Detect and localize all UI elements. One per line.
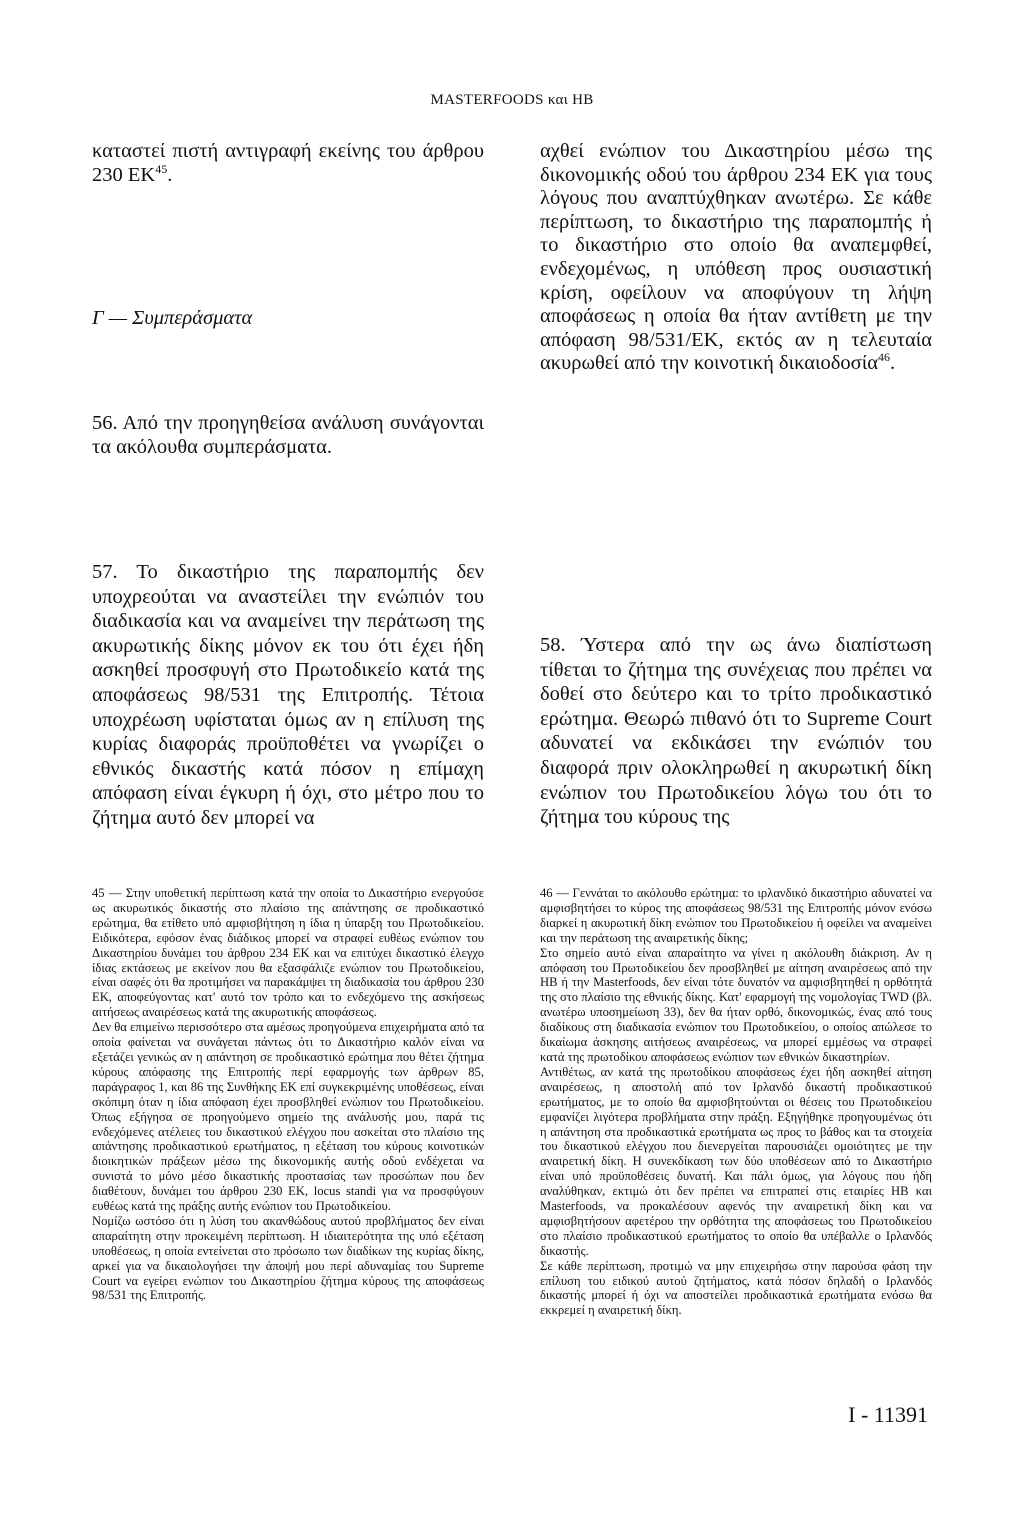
footnote-ref-45: 45 (155, 161, 168, 176)
footnote-46-para-3: Αντιθέτως, αν κατά της πρωτοδίκου αποφάσεως έχει ήδη ασκηθεί αίτηση αναιρέσεως, η αποστολή από τον Ιρλανδό δικαστή προδικαστικού ερωτήματος, με το οποίο θα αμφισβητούνται οι θέσεις του Πρωτοδικείου εμφανίζει λιγότερα προβλήματα στην πράξη. Εξηγήθηκε προηγουμένως ότι η απάντηση στα προδικαστικά ερωτήματα ως προς το βάθος και τα στοιχεία του δικαστικού ελέγχου που διενεργείται παρουσιάζει ομοιότητες με την αναιρετική δίκη. Η συνεκδίκαση των δύο υποθέσεων από το Δικαστήριο είναι υπό προϋποθέσεις δυνατή. Και πάλι όμως, για λόγους που ήδη αναλύθηκαν, εκτιμώ ότι δεν πρέπει να επιτραπεί στις εταιρίες HB και Masterfoods, να προκαλέσουν αφενός την αναιρετική δίκη και να αμφισβητήσουν αφετέρου την ορθότητα της αποφάσεως του Πρωτοδικείου στο πλαίσιο προδικαστικού ερωτήματος το οποίο θα υπέβαλλε ο Ιρλανδός δικαστής. (540, 1064, 932, 1258)
footnote-45 (92, 886, 484, 1303)
footnote-46-para-4: Σε κάθε περίπτωση, προτιμώ να μην επιχειρήσω στην παρούσα φάση την επίλυση του ειδικού αυτού ζητήματος, κατά πόσον δηλαδή ο Ιρλανδός δικαστής μπορεί ή όχι να αποστείλει προδικαστικά ερωτήματα ενόσω θα εκκρεμεί η αναιρετική δίκη. (540, 1258, 932, 1318)
footnote-46 (540, 886, 932, 1318)
paragraph-continuation-left (92, 140, 484, 187)
paragraph-56: 56. Από την προηγηθείσα ανάλυση συνάγονται τα ακόλουθα συμπεράσματα. (92, 412, 484, 458)
running-header: MASTERFOODS και HB (430, 92, 594, 108)
section-title: Γ — Συμπεράσματα (92, 307, 253, 329)
footnote-45-para-3: Νομίζω ωστόσο ότι η λύση του ακανθώδους αυτού προβλήματος δεν είναι απαραίτητη στην προκειμένη περίπτωση. Η ιδιαιτερότητα της υπό εξέταση υποθέσεως, η οποία εντείνεται στο πρόσωπο των διαδίκων της κυρίας δίκης, αρκεί για να δικαιολογήσει την άποψή μου περί αδυναμίας του Supreme Court να εγείρει ενώπιον του Δικαστηρίου ζήτημα κύρους της αποφάσεως 98/531 της Επιτροπής. (92, 1213, 484, 1303)
footnote-45-para-2: Δεν θα επιμείνω περισσότερο στα αμέσως προηγούμενα επιχειρήματα από τα οποία φαίνεται να συνάγεται πάντως ότι το Δικαστήριο καλόν είναι να εξετάζει γενικώς αν η απάντηση σε προδικαστικό ερώτημα που θέτει ζήτημα κύρους απόφασης της Επιτροπής περί εφαρμογής των άρθρων 85, παράγραφος 1, και 86 της Συνθήκης ΕΚ επί συγκεκριμένης υποθέσεως, είναι σκόπιμη όταν η ίδια απόφαση έχει προσβληθεί ενώπιον του Πρωτοδικείου. Όπως εξήγησα σε προηγούμενο σημείο της ανάλυσής μου, παρά τις ενδεχόμενες ατέλειες του δικαστικού ελέγχου που ασκείται στο πλαίσιο της απάντησης προδικαστικού ερωτήματος, η εξέταση του κύρους κοινοτικών διοικητικών πράξεων μέσω της δικονομικής αυτής οδού ενδέχεται να συνιστά το μόνο μέσο δικαστικής προστασίας των προσώπων που δεν διαθέτουν, δυνάμει του άρθρου 230 ΕΚ, locus standi για να προσφύγουν ευθέως κατά της πράξης αυτής ενώπιον του Πρωτοδικείου. (92, 1020, 484, 1214)
footnote-ref-46: 46 (877, 350, 890, 365)
paragraph-continuation-right (540, 140, 932, 376)
paragraph-text: αχθεί ενώπιον του Δικαστηρίου μέσω της δικονομικής οδού του άρθρου 234 ΕΚ για τους λόγους που αναπτύχθηκαν ανωτέρω. Σε κάθε περίπτωση, το δικαστήριο της παραπομπής ή το δικαστήριο στο οποίο θα αναπεμφθεί, ενδεχομένως, η υπόθεση προς ουσιαστική κρίση, οφείλουν να αποφύγουν τη λήψη αποφάσεως η οποία θα ήταν αντίθετη με την απόφαση 98/531/ΕΚ, εκτός αν η τελευταία ακυρωθεί από την κοινοτική δικαιοδοσία (540, 140, 932, 375)
footnote-46-para-1: 46 — Γεννάται το ακόλουθο ερώτημα: το ιρλανδικό δικαστήριο αδυνατεί να αμφισβητήσει το κύρος της αποφάσεως 98/531 της Επιτροπής μόνον ενόσω διαρκεί η ακυρωτική δίκη ενώπιον του Πρωτοδικείου ή οφείλει να αναμείνει και την περάτωση της αναιρετικής δίκης; (540, 886, 932, 945)
footnote-46-para-2: Στο σημείο αυτό είναι απαραίτητο να γίνει η ακόλουθη διάκριση. Αν η απόφαση του Πρωτοδικείου δεν προσβληθεί με αίτηση αναιρέσεως από την HB ή την Masterfoods, δεν είναι τότε δυνατόν να αμφισβητηθεί η ορθότητά της στο πλαίσιο της εθνικής δίκης. Κατ' εφαρμογή της νομολογίας TWD (βλ. ανωτέρω υποσημείωση 33), δεν θα ήταν ορθό, δικονομικώς, ένας από τους διαδίκους στη διαδικασία ενώπιον του Πρωτοδικείου, ο οποίος απώλεσε το δικαίωμα άσκησης αιτήσεως αναιρέσεως, να μπορεί εμμέσως να στραφεί κατά της πρωτοδίκου αποφάσεως ενώπιον των εθνικών δικαστηρίων. (540, 945, 932, 1064)
page-number: I - 11391 (848, 1402, 928, 1427)
paragraph-text-end: . (889, 352, 896, 375)
paragraph-58: 58. Ύστερα από την ως άνω διαπίστωση τίθεται το ζήτημα της συνέχειας που πρέπει να δοθεί στο δεύτερο και το τρίτο προδικαστικό ερώτημα. Θεωρώ πιθανό ότι το Supreme Court αδυνατεί να εκδικάσει την ενώπιόν του διαφορά πριν ολοκληρωθεί η ακυρωτική δίκη ενώπιον του Πρωτοδικείου λόγω του ότι το ζήτημα του κύρους της (540, 634, 932, 829)
footnote-45-para-1: 45 — Στην υποθετική περίπτωση κατά την οποία το Δικαστήριο ενεργούσε ως ακυρωτικός δικαστής στο πλαίσιο της απάντησης σε προδικαστικό ερώτημα, θα ετίθετο υπό αμφισβήτηση η ίδια η ύπαρξη του Πρωτοδικείου. Ειδικότερα, εφόσον ένας διάδικος μπορεί να στραφεί ευθέως ενώπιον του Δικαστηρίου δυνάμει του άρθρου 234 ΕΚ και να επιτύχει δικαστικό έλεγχο ίδιας εκτάσεως με εκείνον που θα εξασφάλιζε ενώπιον του Πρωτοδικείου, είναι σαφές ότι θα προτιμήσει να παρακάμψει τη διαδικασία του άρθρου 230 ΕΚ, αποφεύγοντας κατ' αυτό τον τρόπο και το ενδεχόμενο της ασκήσεως αιτήσεως αναιρέσεως κατά της ακυρωτικής αποφάσεως. (92, 886, 484, 1020)
paragraph-57: 57. Το δικαστήριο της παραπομπής δεν υποχρεούται να αναστείλει την ενώπιόν του διαδικασία και να αναμείνει την περάτωση της ακυρωτικής δίκης μόνον εκ του ότι έχει ήδη ασκηθεί προσφυγή στο Πρωτοδικείο κατά της αποφάσεως 98/531 της Επιτροπής. Τέτοια υποχρέωση υφίσταται όμως αν η επίλυση της κυρίας διαφοράς προϋποθέτει να γνωρίζει ο εθνικός δικαστής κατά πόσον η επίμαχη απόφαση είναι έγκυρη ή όχι, στο μέτρο που το ζήτημα αυτό δεν μπορεί να (92, 561, 484, 829)
paragraph-text-end: . (167, 163, 173, 186)
paragraph-text: καταστεί πιστή αντιγραφή εκείνης του άρθρου 230 ΕΚ (92, 140, 484, 186)
